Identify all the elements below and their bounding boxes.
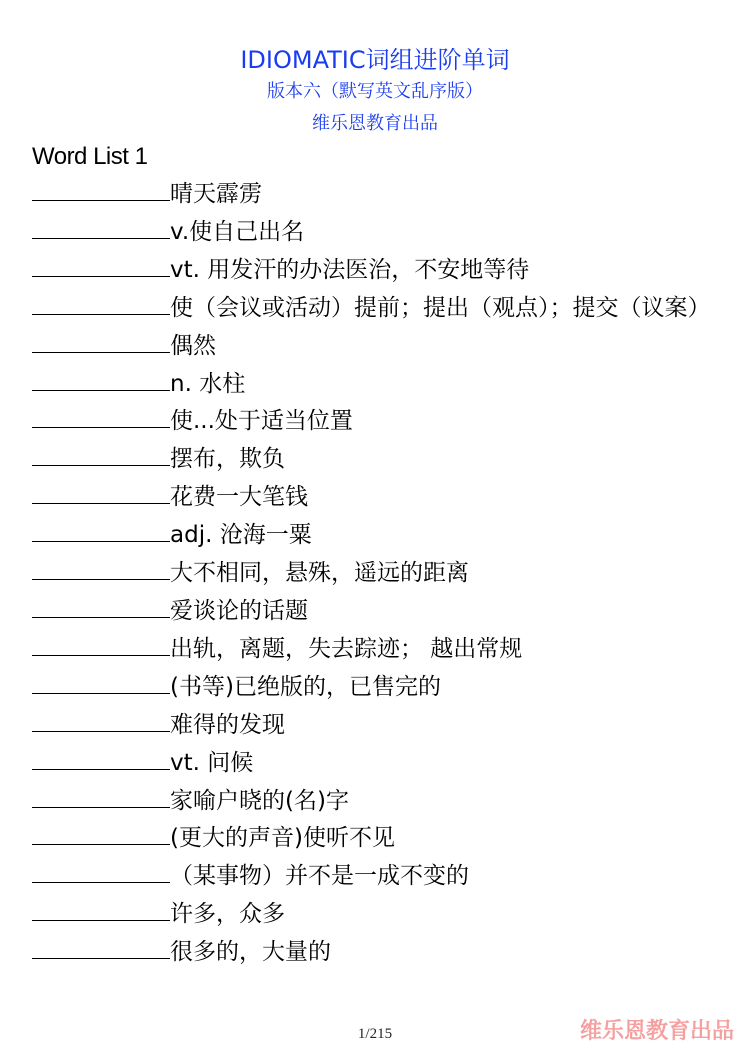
answer-blank <box>32 464 170 466</box>
definition-text: (书等)已绝版的，已售完的 <box>170 673 441 700</box>
definition-text: 出轨，离题，失去踪迹； 越出常规 <box>170 635 523 662</box>
list-item <box>32 934 722 972</box>
publisher-watermark: 维乐恩教育出品 <box>579 1019 734 1044</box>
list-item <box>32 745 722 783</box>
answer-blank <box>32 351 170 353</box>
list-item <box>32 176 722 214</box>
definition-text: 偶然 <box>170 332 216 359</box>
answer-blank <box>32 502 170 504</box>
definition-text: 爱谈论的话题 <box>170 597 308 624</box>
page-number: 1/215 <box>357 1026 393 1042</box>
definition-text: n. 水柱 <box>170 370 246 397</box>
definition-text: vt. 问候 <box>170 749 254 776</box>
answer-blank <box>32 843 170 845</box>
definition-text: 晴天霹雳 <box>170 181 262 207</box>
list-item <box>32 366 722 404</box>
document-title: IDIOMATIC词组进阶单词 <box>240 46 510 74</box>
list-item <box>32 403 722 441</box>
list-item <box>32 820 722 858</box>
document-subtitle: 版本六（默写英文乱序版） <box>267 81 483 102</box>
list-item <box>32 441 722 479</box>
definition-text: 花费一大笔钱 <box>170 484 308 511</box>
answer-blank <box>32 616 170 618</box>
list-item <box>32 896 722 934</box>
answer-blank <box>32 957 170 959</box>
list-item <box>32 290 722 328</box>
definition-text: 难得的发现 <box>170 711 285 738</box>
definition-text: 大不相同，悬殊，遥远的距离 <box>170 560 469 587</box>
list-item <box>32 707 722 745</box>
answer-blank <box>32 313 170 315</box>
list-item <box>32 517 722 555</box>
answer-blank <box>32 730 170 732</box>
definition-text: adj. 沧海一粟 <box>170 522 312 549</box>
definition-text: 许多，众多 <box>170 901 285 928</box>
answer-blank <box>32 578 170 580</box>
answer-blank <box>32 654 170 656</box>
answer-blank <box>32 919 170 921</box>
answer-blank <box>32 881 170 883</box>
publisher-line: 维乐恩教育出品 <box>312 113 438 134</box>
answer-blank <box>32 237 170 239</box>
definition-text: 摆布，欺负 <box>170 446 285 473</box>
definition-text: 很多的，大量的 <box>170 939 331 966</box>
answer-blank <box>32 692 170 694</box>
list-item <box>32 214 722 252</box>
answer-blank <box>32 275 170 277</box>
definition-text: 家喻户晓的(名)字 <box>170 787 349 814</box>
definition-text: (更大的声音)使听不见 <box>170 825 395 852</box>
document-header <box>0 44 750 138</box>
answer-blank <box>32 389 170 391</box>
definition-text: 使（会议或活动）提前；提出（观点）；提交（议案） <box>170 294 711 321</box>
list-item <box>32 593 722 631</box>
list-item <box>32 328 722 366</box>
answer-blank <box>32 199 170 201</box>
answer-blank <box>32 426 170 428</box>
answer-blank <box>32 806 170 808</box>
list-item <box>32 783 722 821</box>
list-item <box>32 555 722 593</box>
definition-text: （某事物）并不是一成不变的 <box>170 863 469 890</box>
word-list-heading: Word List 1 <box>32 143 148 170</box>
definition-text: v.使自己出名 <box>170 218 305 245</box>
vocabulary-list <box>32 176 722 972</box>
list-item <box>32 669 722 707</box>
definition-text: 使...处于适当位置 <box>170 408 353 435</box>
list-item <box>32 631 722 669</box>
list-item <box>32 858 722 896</box>
answer-blank <box>32 540 170 542</box>
definition-text: vt. 用发汗的办法医治，不安地等待 <box>170 256 530 283</box>
answer-blank <box>32 768 170 770</box>
list-item <box>32 479 722 517</box>
list-item <box>32 252 722 290</box>
